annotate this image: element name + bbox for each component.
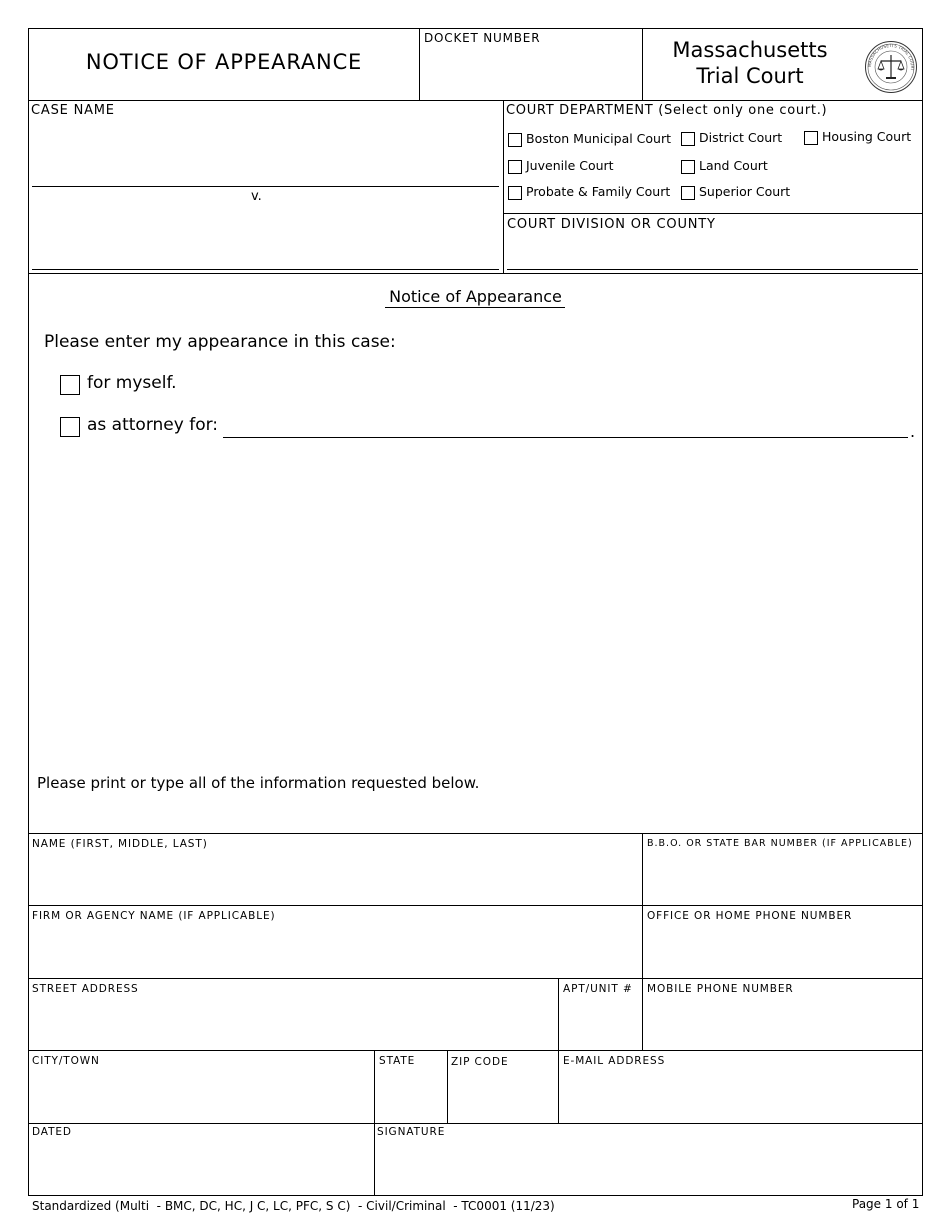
bbo-label: B.B.O. OR STATE BAR NUMBER (IF APPLICABLE) [647,838,913,849]
option-boston-municipal: Boston Municipal Court [526,131,672,146]
docket-number-label: DOCKET NUMBER [424,31,541,45]
footer-form-id: Standardized (Multi - BMC, DC, HC, J C, LC, PFC, S C) - Civil/Criminal - TC0001 (11/23) [32,1199,555,1213]
mobile-label: MOBILE PHONE NUMBER [647,983,794,995]
checkbox-attorney-for[interactable] [60,417,80,437]
name-label: NAME (FIRST, MIDDLE, LAST) [32,838,208,850]
docket-number-input[interactable] [424,50,640,96]
dated-cell[interactable] [28,1123,375,1196]
zip-label: ZIP CODE [451,1056,509,1068]
option-probate-family: Probate & Family Court [526,184,671,199]
firm-label: FIRM OR AGENCY NAME (IF APPLICABLE) [32,910,276,922]
city-label: CITY/TOWN [32,1055,100,1067]
option-housing: Housing Court [822,129,912,144]
court-division-line [507,269,918,270]
apt-label: APT/UNIT # [563,983,633,995]
defendant-line [32,269,499,270]
case-name-label: CASE NAME [31,103,115,118]
dated-label: DATED [32,1126,72,1138]
signature-label: SIGNATURE [377,1126,446,1138]
appearance-intro: Please enter my appearance in this case: [44,332,396,352]
plaintiff-input[interactable] [34,140,498,186]
checkbox-superior[interactable] [681,186,695,200]
court-name-line1: Massachusetts [672,38,828,62]
defendant-input[interactable] [34,222,498,268]
option-district: District Court [699,130,783,145]
signature-cell[interactable] [374,1123,923,1196]
attorney-for-period: . [910,422,916,441]
footer-page-number: Page 1 of 1 [852,1197,920,1211]
versus-label: v. [251,189,262,204]
option-land: Land Court [699,158,768,173]
court-name-line2: Trial Court [696,64,804,88]
appearance-section [28,273,923,834]
court-department-label: COURT DEPARTMENT (Select only one court.) [506,103,828,118]
attorney-for-line [223,437,908,438]
checkbox-for-myself[interactable] [60,375,80,395]
court-division-label: COURT DIVISION OR COUNTY [507,217,716,232]
form-title: NOTICE OF APPEARANCE [85,50,363,74]
attorney-for-input[interactable] [224,414,910,438]
court-division-input[interactable] [508,238,920,268]
seal-outer-text: MASSACHUSETTS TRIAL COURT [866,42,916,71]
checkbox-district[interactable] [681,132,695,146]
checkbox-housing[interactable] [804,131,818,145]
office-phone-label: OFFICE OR HOME PHONE NUMBER [647,910,853,922]
option-juvenile: Juvenile Court [526,158,614,173]
print-instruction: Please print or type all of the information requested below. [37,774,480,792]
appearance-heading: Notice of Appearance [389,287,562,306]
checkbox-boston-municipal[interactable] [508,133,522,147]
street-label: STREET ADDRESS [32,983,139,995]
plaintiff-line [32,186,499,187]
option-for-myself: for myself. [87,373,177,393]
checkbox-juvenile[interactable] [508,160,522,174]
checkbox-land[interactable] [681,160,695,174]
email-label: E-MAIL ADDRESS [563,1055,666,1067]
option-superior: Superior Court [699,184,791,199]
appearance-heading-underline [385,307,565,308]
option-attorney-for: as attorney for: [87,415,219,435]
court-seal-icon [864,40,918,94]
checkbox-probate-family[interactable] [508,186,522,200]
state-label: STATE [379,1055,416,1067]
